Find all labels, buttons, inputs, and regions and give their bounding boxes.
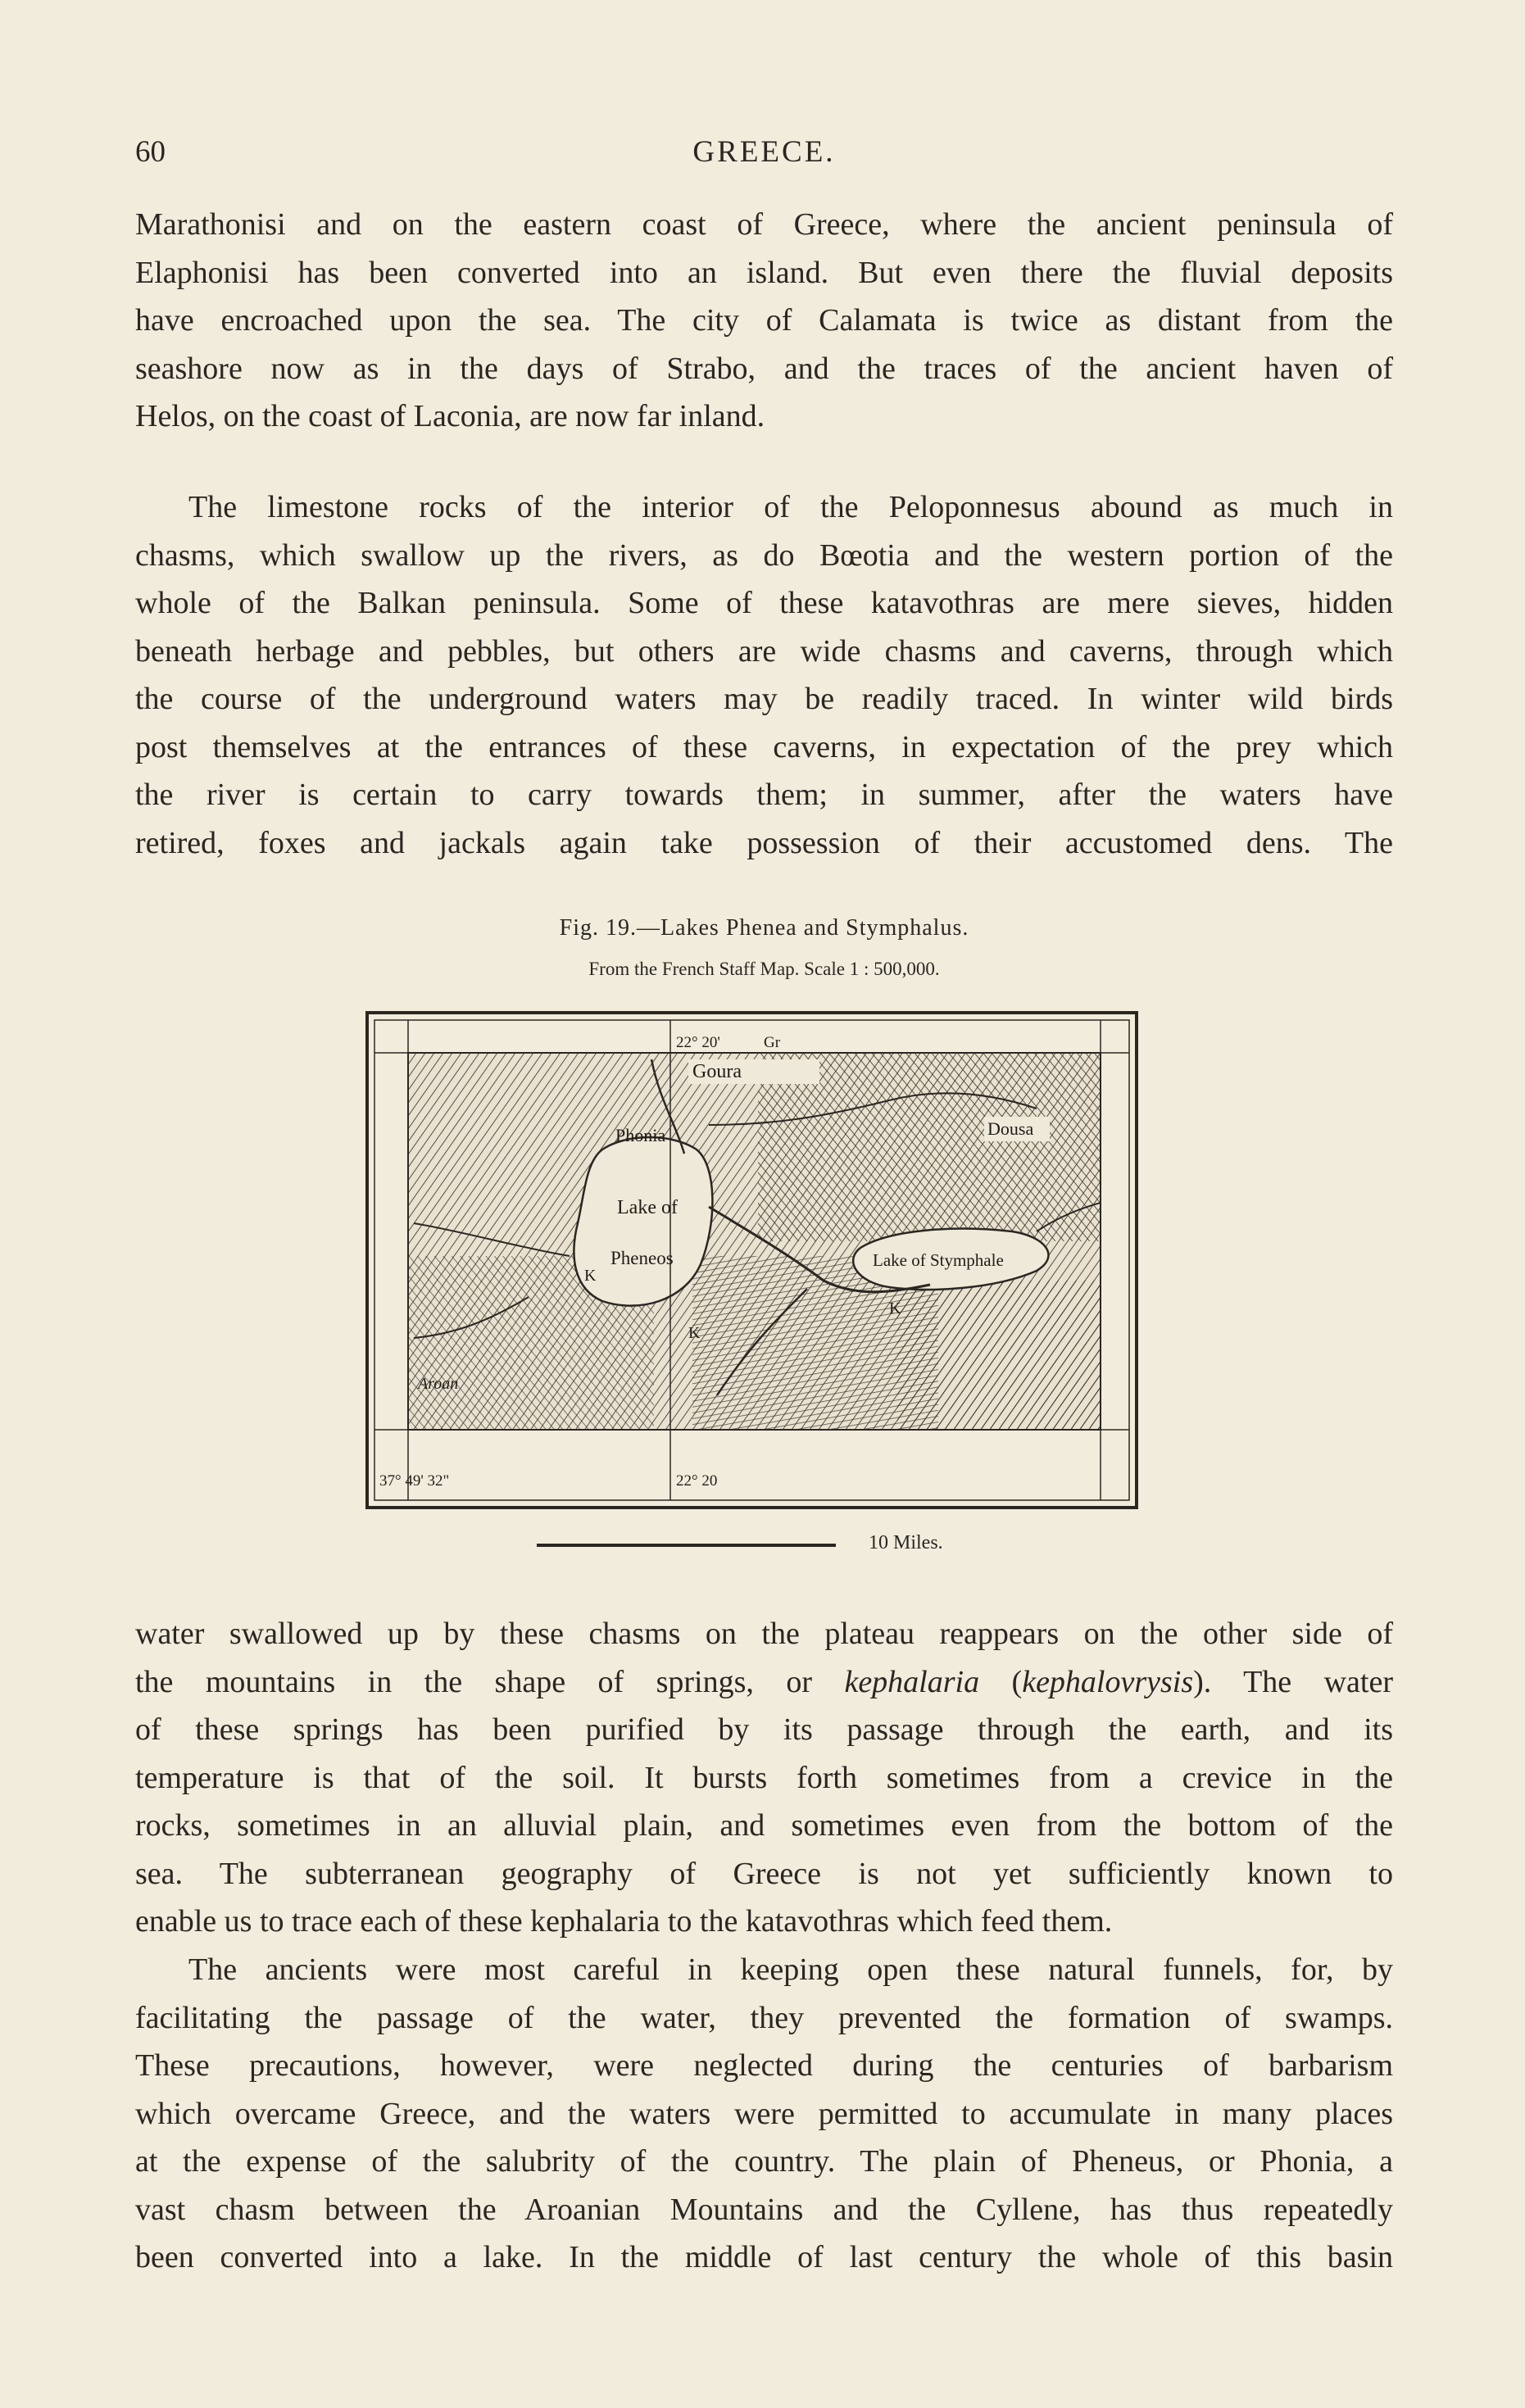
text-line: rocks, sometimes in an alluvial plain, and sometimes even from the bottom of the	[135, 1808, 1393, 1843]
text-line: Elaphonisi has been converted into an island. But even there the fluvial deposits	[135, 255, 1393, 290]
figure-map	[365, 1010, 1139, 1512]
figure-caption: Fig. 19.—Lakes Phenea and Stymphalus.	[559, 915, 969, 941]
text-line: water swallowed up by these chasms on the plateau reappears on the other side of	[135, 1617, 1393, 1651]
map-top-longitude: 22° 20'	[676, 1034, 720, 1051]
map-label-dousa: Dousa	[987, 1118, 1034, 1139]
text-line: seashore now as in the days of Strabo, and the traces of the ancient haven of	[135, 351, 1393, 386]
text-line: facilitating the passage of the water, they prevented the formation of swamps.	[135, 2000, 1393, 2035]
running-title: GREECE.	[692, 135, 836, 169]
map-label-k2: K	[688, 1324, 701, 1342]
text-line: temperature is that of the soil. It bursts forth sometimes from a crevice in the	[135, 1760, 1393, 1795]
map-label-aroan: Aroan	[418, 1375, 459, 1393]
paragraph-2	[135, 483, 1393, 867]
map-bottom-longitude: 22° 20	[676, 1472, 718, 1490]
text-line: vast chasm between the Aroanian Mountains and the Cyllene, has thus repeatedly	[135, 2192, 1393, 2227]
text-line: The limestone rocks of the interior of the Peloponnesus abound as much in	[188, 490, 1393, 524]
text-line: retired, foxes and jackals again take possession of their accustomed dens. The	[135, 825, 1393, 860]
text-line: beneath herbage and pebbles, but others are wide chasms and caverns, through which	[135, 633, 1393, 669]
page-header	[135, 131, 1393, 180]
text-line: been converted into a lake. In the middle of last century the whole of this basin	[135, 2240, 1393, 2274]
text-line: These precautions, however, were neglected during the centuries of barbarism	[135, 2048, 1393, 2083]
text-line: post themselves at the entrances of these caverns, in expectation of the prey which	[135, 729, 1393, 764]
scale-label: 10 Miles.	[869, 1532, 943, 1553]
text-line: the mountains in the shape of springs, or kephalaria (kephalovrysis). The water	[135, 1664, 1393, 1699]
scale-bar	[537, 1544, 836, 1547]
text-line: chasms, which swallow up the rivers, as do Bœotia and the western portion of the	[135, 537, 1393, 573]
text-line: sea. The subterranean geography of Greece is not yet sufficiently known to	[135, 1856, 1393, 1891]
figure-scale	[537, 1532, 996, 1557]
map-label-lake-of: Lake of	[617, 1197, 678, 1218]
map-top-gr: Gr	[764, 1034, 781, 1051]
text-line: the course of the underground waters may be readily traced. In winter wild birds	[135, 682, 1393, 716]
map-illustration	[365, 1010, 1139, 1512]
paragraph-4	[135, 1946, 1393, 2282]
map-label-lake-stymphale: Lake of Stymphale	[873, 1250, 1004, 1270]
map-label-k3: K	[889, 1299, 901, 1317]
text-line: the river is certain to carry towards them; in summer, after the waters have	[135, 778, 1393, 812]
map-label-pheneos: Pheneos	[610, 1248, 674, 1268]
figure-source: From the French Staff Map. Scale 1 : 500,000.	[588, 959, 940, 979]
text-line: have encroached upon the sea. The city of Calamata is twice as distant from the	[135, 303, 1393, 338]
text-line: of these springs has been purified by its passage through the earth, and its	[135, 1712, 1393, 1747]
paragraph-3	[135, 1610, 1393, 1946]
text-line: Marathonisi and on the eastern coast of Greece, where the ancient peninsula of	[135, 207, 1393, 242]
map-bottom-latitude: 37° 49' 32"	[379, 1472, 450, 1490]
text-line: whole of the Balkan peninsula. Some of these katavothras are mere sieves, hidden	[135, 586, 1393, 620]
page-number: 60	[135, 135, 166, 169]
paragraph-1	[135, 201, 1393, 441]
map-label-k1: K	[584, 1267, 597, 1285]
map-label-goura: Goura	[692, 1061, 742, 1082]
text-line: which overcame Greece, and the waters were permitted to accumulate in many places	[135, 2096, 1393, 2131]
text-line: at the expense of the salubrity of the country. The plain of Pheneus, or Phonia, a	[135, 2144, 1393, 2179]
text-line: enable us to trace each of these kephalaria to the katavothras which feed them.	[135, 1904, 1113, 1939]
text-line: The ancients were most careful in keeping open these natural funnels, for, by	[188, 1952, 1393, 1987]
text-line: Helos, on the coast of Laconia, are now far inland.	[135, 399, 765, 433]
map-label-phonia: Phonia	[615, 1125, 666, 1145]
